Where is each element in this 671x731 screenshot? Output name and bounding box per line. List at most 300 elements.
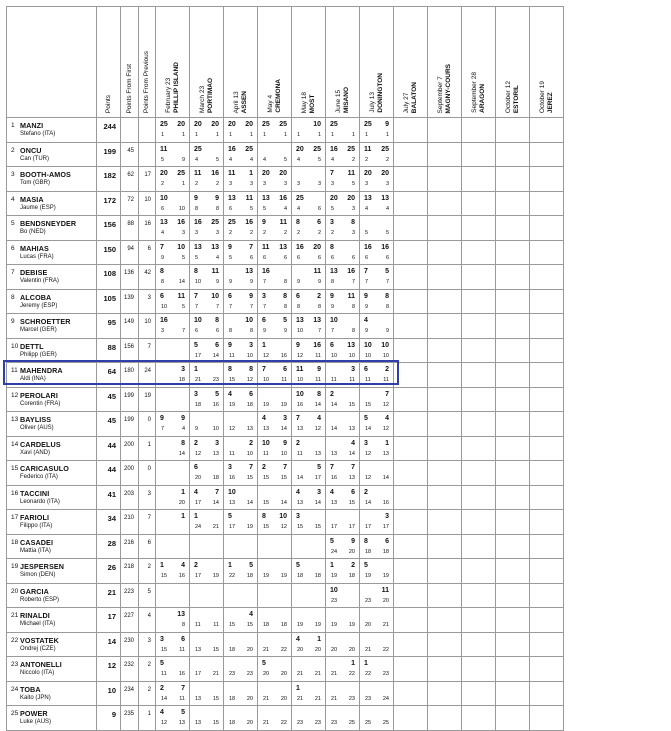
race-cell xyxy=(428,510,462,535)
race-cell xyxy=(156,265,190,290)
race-cell xyxy=(530,657,564,682)
rider-row xyxy=(7,534,649,559)
rank: 13 xyxy=(11,416,19,423)
points: 64 xyxy=(107,367,116,376)
race2-position: 6 xyxy=(351,254,355,261)
race2-points: 9 xyxy=(385,121,389,128)
points: 88 xyxy=(107,342,116,352)
gap-first: 62 xyxy=(127,172,134,178)
race-cell xyxy=(326,657,360,682)
race-cell xyxy=(496,706,530,731)
race2-position: 10 xyxy=(212,426,219,432)
race2-points: 25 xyxy=(313,145,321,153)
race1-points: 3 xyxy=(296,513,300,520)
rank: 6 xyxy=(11,244,15,252)
race-cell xyxy=(360,118,394,143)
race-cell xyxy=(292,142,326,167)
race-cell xyxy=(394,583,428,608)
rider-name: FARIOLI xyxy=(20,513,50,522)
gap-prev: 19 xyxy=(144,392,151,399)
gap-prev: 1 xyxy=(147,711,151,717)
gap-first: 235 xyxy=(123,711,134,717)
race-cell xyxy=(462,118,496,143)
race-cell xyxy=(326,167,360,192)
race-cell xyxy=(394,142,428,167)
rider-first-name: Xavi (AND) xyxy=(20,449,51,456)
rider-name: DEBISE xyxy=(20,268,48,277)
gap-prev: 6 xyxy=(147,539,151,546)
race-cell xyxy=(530,461,564,486)
race1-position: 6 xyxy=(263,254,267,261)
race2-position: 7 xyxy=(249,303,253,310)
race2-points: 10 xyxy=(245,317,253,324)
race2-position: 5 xyxy=(215,156,219,163)
race1-position: 10 xyxy=(365,352,372,359)
race1-position: 13 xyxy=(195,720,202,726)
gap-first-cell xyxy=(121,167,139,192)
race-cell xyxy=(224,436,258,461)
points-cell xyxy=(97,314,121,339)
race-cell xyxy=(258,583,292,608)
race-cell xyxy=(292,436,326,461)
gap-prev-cell xyxy=(139,681,156,706)
race-cell xyxy=(326,118,360,143)
race2-position: 8 xyxy=(215,205,219,212)
race1-position: 2 xyxy=(331,230,335,236)
race-cell xyxy=(156,657,190,682)
gap-prev: 5 xyxy=(147,588,151,595)
race-cell xyxy=(462,583,496,608)
race-cell xyxy=(292,265,326,290)
race1-position: 10 xyxy=(331,352,338,359)
round-header-3 xyxy=(224,7,258,118)
race1-position: 23 xyxy=(331,720,338,726)
rider-first-name: Federico (ITA) xyxy=(20,474,58,480)
race1-points: 11 xyxy=(160,145,168,153)
rider-name: CARICASULO xyxy=(20,464,69,473)
gap-first: 232 xyxy=(123,662,134,668)
race2-position: 11 xyxy=(281,377,287,383)
race1-position: 14 xyxy=(161,695,168,702)
race2-position: 13 xyxy=(348,475,355,481)
race1-points: 13 xyxy=(296,317,304,324)
rank: 4 xyxy=(11,195,15,203)
gap-first-cell xyxy=(121,216,139,241)
race2-position: 2 xyxy=(249,230,253,236)
race1-position: 22 xyxy=(365,671,372,677)
race1-position: 22 xyxy=(229,573,236,579)
race-cell xyxy=(190,436,224,461)
race-cell xyxy=(394,412,428,437)
race1-position: 24 xyxy=(331,548,338,555)
race1-points: 25 xyxy=(194,145,202,153)
race-cell xyxy=(326,191,360,216)
race1-points: 2 xyxy=(364,488,368,496)
rank: 5 xyxy=(11,220,15,227)
race2-points: 7 xyxy=(249,243,253,251)
race-cell xyxy=(190,191,224,216)
race1-position: 21 xyxy=(195,377,202,383)
race2-position: 22 xyxy=(382,646,389,653)
round-header-10 xyxy=(462,7,496,118)
points-cell xyxy=(97,240,121,265)
gap-prev: 3 xyxy=(147,294,151,301)
race1-position: 21 xyxy=(263,695,270,702)
race-cell xyxy=(156,632,190,657)
race-cell xyxy=(326,706,360,731)
race2-position: 9 xyxy=(181,156,185,163)
race1-position: 10 xyxy=(263,377,270,383)
race1-position: 21 xyxy=(331,671,338,677)
rider-name: MAHIAS xyxy=(20,243,49,253)
round-header-5 xyxy=(292,7,326,118)
points: 10 xyxy=(107,685,116,695)
race1-position: 10 xyxy=(297,328,304,334)
race1-position: 10 xyxy=(161,303,168,310)
race2-position: 8 xyxy=(181,622,185,628)
race2-position: 1 xyxy=(215,132,219,138)
race1-points: 7 xyxy=(194,292,198,300)
race2-position: 3 xyxy=(385,181,389,187)
race-cell xyxy=(326,632,360,657)
race-cell xyxy=(496,485,530,510)
rider-first-name: Aldi (INA) xyxy=(20,376,46,382)
race1-points: 2 xyxy=(194,439,198,447)
round-label: May 18 MOST xyxy=(300,91,316,113)
gap-first-cell xyxy=(121,461,139,486)
race2-points: 16 xyxy=(313,341,321,349)
race1-position: 15 xyxy=(263,524,270,530)
race2-points: 20 xyxy=(211,121,219,128)
rider-name: CARDELUS xyxy=(20,439,61,449)
race1-position: 17 xyxy=(365,524,372,530)
race-cell xyxy=(326,338,360,363)
race-cell xyxy=(258,118,292,143)
race1-position: 5 xyxy=(263,205,267,212)
race1-points: 7 xyxy=(330,464,334,471)
race1-position: 8 xyxy=(297,303,301,310)
race2-position: 9 xyxy=(385,328,389,334)
race1-points: 10 xyxy=(296,390,304,398)
race1-position: 18 xyxy=(297,573,304,579)
race-cell xyxy=(156,289,190,314)
race2-points: 6 xyxy=(249,390,253,398)
race-cell xyxy=(360,436,394,461)
race2-position: 20 xyxy=(280,671,287,677)
points-cell xyxy=(97,412,121,437)
race1-position: 18 xyxy=(229,720,236,726)
race1-points: 11 xyxy=(364,145,372,153)
race-cell xyxy=(530,608,564,633)
race-cell xyxy=(496,363,530,388)
race-cell xyxy=(258,706,292,731)
race2-position: 1 xyxy=(181,132,185,138)
race2-points: 4 xyxy=(351,439,355,447)
race1-position: 11 xyxy=(195,622,201,628)
race-cell xyxy=(462,338,496,363)
race-cell xyxy=(258,240,292,265)
race2-position: 4 xyxy=(283,205,287,212)
race-cell xyxy=(156,436,190,461)
gap-first-cell xyxy=(121,485,139,510)
race2-position: 4 xyxy=(385,205,389,212)
race2-position: 19 xyxy=(212,573,219,579)
race-cell xyxy=(190,461,224,486)
race1-points: 3 xyxy=(160,635,164,643)
race2-position: 2 xyxy=(317,230,321,236)
rider-cell xyxy=(7,191,97,216)
rider-first-name: Tom (GBR) xyxy=(20,180,51,186)
race-cell xyxy=(156,314,190,339)
rank: 19 xyxy=(11,563,19,570)
race-cell xyxy=(258,216,292,241)
points-cell xyxy=(97,142,121,167)
race2-points: 16 xyxy=(211,170,219,177)
race2-position: 15 xyxy=(348,499,355,506)
points-cell xyxy=(97,191,121,216)
rider-first-name: Niccolo (ITA) xyxy=(20,670,55,676)
race-cell xyxy=(462,363,496,388)
race-cell xyxy=(360,583,394,608)
rider-cell xyxy=(7,314,97,339)
race-cell xyxy=(360,191,394,216)
race-cell xyxy=(530,485,564,510)
round-header-6 xyxy=(326,7,360,118)
race-cell xyxy=(156,461,190,486)
race-cell xyxy=(360,485,394,510)
race-cell xyxy=(462,485,496,510)
race1-position: 6 xyxy=(161,205,165,212)
race1-position: 21 xyxy=(263,646,270,653)
gap-prev: 2 xyxy=(147,662,151,668)
race1-points: 11 xyxy=(296,366,304,373)
race-cell xyxy=(394,706,428,731)
race2-position: 14 xyxy=(246,499,253,506)
race1-position: 19 xyxy=(331,622,338,628)
race-cell xyxy=(462,216,496,241)
race-cell xyxy=(156,387,190,412)
race-cell xyxy=(428,706,462,731)
rider-name: TACCINI xyxy=(20,488,50,498)
race2-points: 8 xyxy=(351,219,355,226)
race2-position: 9 xyxy=(317,279,321,285)
race2-points: 3 xyxy=(283,415,287,422)
points: 44 xyxy=(107,440,116,450)
round-label: May 4 CREMONA xyxy=(266,79,282,113)
round-header-12 xyxy=(530,7,564,118)
race2-position: 18 xyxy=(212,475,219,481)
race-cell xyxy=(428,583,462,608)
rider-name: BENDSNEYDER xyxy=(20,219,77,228)
race-cell xyxy=(292,559,326,584)
race-cell xyxy=(530,559,564,584)
points: 34 xyxy=(107,514,116,523)
race-cell xyxy=(394,191,428,216)
race-cell xyxy=(190,534,224,559)
race2-position: 12 xyxy=(382,401,389,408)
gap-prev-cell xyxy=(139,338,156,363)
rider-row xyxy=(7,265,649,290)
race1-position: 5 xyxy=(331,205,335,212)
race-cell xyxy=(292,338,326,363)
race2-points: 1 xyxy=(351,660,355,667)
race-cell xyxy=(462,289,496,314)
rank: 15 xyxy=(11,465,19,472)
race1-position: 23 xyxy=(365,695,372,702)
race1-position: 7 xyxy=(263,279,267,285)
race2-points: 7 xyxy=(385,390,389,398)
race2-position: 20 xyxy=(382,597,389,604)
gap-first: 180 xyxy=(123,368,134,374)
race1-points: 16 xyxy=(296,243,304,251)
race1-position: 8 xyxy=(331,279,335,285)
race-cell xyxy=(326,485,360,510)
race2-position: 6 xyxy=(385,254,389,261)
points: 9 xyxy=(111,710,116,719)
rider-first-name: Kaito (JPN) xyxy=(20,694,51,701)
race-cell xyxy=(190,412,224,437)
race-cell xyxy=(394,608,428,633)
race2-position: 22 xyxy=(280,720,287,726)
race1-position: 14 xyxy=(331,401,338,408)
race-cell xyxy=(428,363,462,388)
race1-position: 21 xyxy=(297,671,304,677)
rider-row xyxy=(7,485,649,510)
race2-points: 1 xyxy=(249,170,253,177)
race-cell xyxy=(530,240,564,265)
rider-cell xyxy=(7,632,97,657)
race-cell xyxy=(258,387,292,412)
race-cell xyxy=(496,510,530,535)
race2-position: 19 xyxy=(314,622,321,628)
race1-position: 2 xyxy=(161,181,165,187)
race-cell xyxy=(156,167,190,192)
race1-points: 2 xyxy=(330,390,334,398)
race2-position: 3 xyxy=(351,230,355,236)
gap-first: 210 xyxy=(123,515,134,521)
race1-position: 17 xyxy=(195,573,202,579)
race-cell xyxy=(394,118,428,143)
round-header-2 xyxy=(190,7,224,118)
race1-position: 15 xyxy=(297,524,304,530)
points: 182 xyxy=(103,171,116,180)
gap-prev-cell xyxy=(139,289,156,314)
points-cell xyxy=(97,534,121,559)
race-cell xyxy=(292,583,326,608)
race-cell xyxy=(156,681,190,706)
race-cell xyxy=(428,534,462,559)
race1-points: 8 xyxy=(194,268,198,275)
race2-points: 3 xyxy=(317,488,321,496)
points-cell xyxy=(97,387,121,412)
race-cell xyxy=(156,191,190,216)
race2-position: 18 xyxy=(382,548,389,555)
race2-points: 13 xyxy=(211,243,219,251)
points-cell xyxy=(97,632,121,657)
rank: 17 xyxy=(11,514,19,521)
gap-prev-cell xyxy=(139,485,156,510)
race1-position: 5 xyxy=(195,254,199,261)
rider-first-name: Mattia (ITA) xyxy=(20,547,51,554)
rider-first-name: Ondrej (CZE) xyxy=(20,645,56,652)
gap-first-cell xyxy=(121,706,139,731)
race2-points: 25 xyxy=(381,145,389,153)
race-cell xyxy=(190,142,224,167)
race1-points: 1 xyxy=(228,562,232,569)
gap-prev: 2 xyxy=(147,564,151,570)
race1-points: 20 xyxy=(194,121,202,128)
race2-position: 20 xyxy=(246,720,253,726)
race2-points: 20 xyxy=(313,243,321,251)
race2-position: 1 xyxy=(249,132,253,138)
rider-row xyxy=(7,142,649,167)
race2-position: 23 xyxy=(246,671,253,677)
race2-points: 3 xyxy=(215,439,219,447)
race2-position: 7 xyxy=(215,303,219,310)
race-cell xyxy=(462,436,496,461)
race1-position: 11 xyxy=(161,671,167,677)
race-cell xyxy=(156,510,190,535)
race2-position: 3 xyxy=(283,181,287,187)
race-cell xyxy=(258,338,292,363)
race1-position: 15 xyxy=(229,622,236,628)
race-cell xyxy=(258,657,292,682)
race-cell xyxy=(190,216,224,241)
race-cell xyxy=(224,240,258,265)
race1-position: 18 xyxy=(365,548,372,555)
race1-points: 13 xyxy=(160,219,168,226)
race1-position: 17 xyxy=(195,671,202,677)
race1-points: 9 xyxy=(194,194,198,202)
rank: 7 xyxy=(11,269,15,276)
race2-position: 4 xyxy=(249,156,253,163)
race1-position: 3 xyxy=(263,181,267,187)
race-cell xyxy=(394,461,428,486)
race-cell xyxy=(462,632,496,657)
points-cell xyxy=(97,338,121,363)
race1-points: 6 xyxy=(194,464,198,471)
race-cell xyxy=(292,216,326,241)
gap-prev: 42 xyxy=(144,270,151,276)
race2-position: 2 xyxy=(351,156,355,163)
race2-position: 20 xyxy=(348,646,355,653)
race-cell xyxy=(496,118,530,143)
race1-position: 13 xyxy=(195,646,202,653)
race2-position: 18 xyxy=(280,622,287,628)
race-cell xyxy=(496,436,530,461)
race2-points: 25 xyxy=(177,170,185,177)
race2-points: 1 xyxy=(181,513,185,520)
race2-position: 3 xyxy=(351,205,355,212)
race-cell xyxy=(462,387,496,412)
race2-points: 9 xyxy=(215,194,219,202)
points: 12 xyxy=(107,661,116,670)
race2-position: 4 xyxy=(181,426,185,432)
rider-first-name: Corentin (FRA) xyxy=(20,400,61,407)
race-cell xyxy=(496,167,530,192)
race2-position: 12 xyxy=(314,426,321,432)
race1-position: 9 xyxy=(365,303,369,310)
race-cell xyxy=(394,534,428,559)
race-cell xyxy=(530,265,564,290)
race-cell xyxy=(190,314,224,339)
race2-points: 6 xyxy=(283,366,287,373)
race2-points: 8 xyxy=(249,366,253,373)
race-cell xyxy=(530,289,564,314)
race-cell xyxy=(360,412,394,437)
race2-points: 7 xyxy=(351,464,355,471)
race1-points: 4 xyxy=(330,488,334,496)
